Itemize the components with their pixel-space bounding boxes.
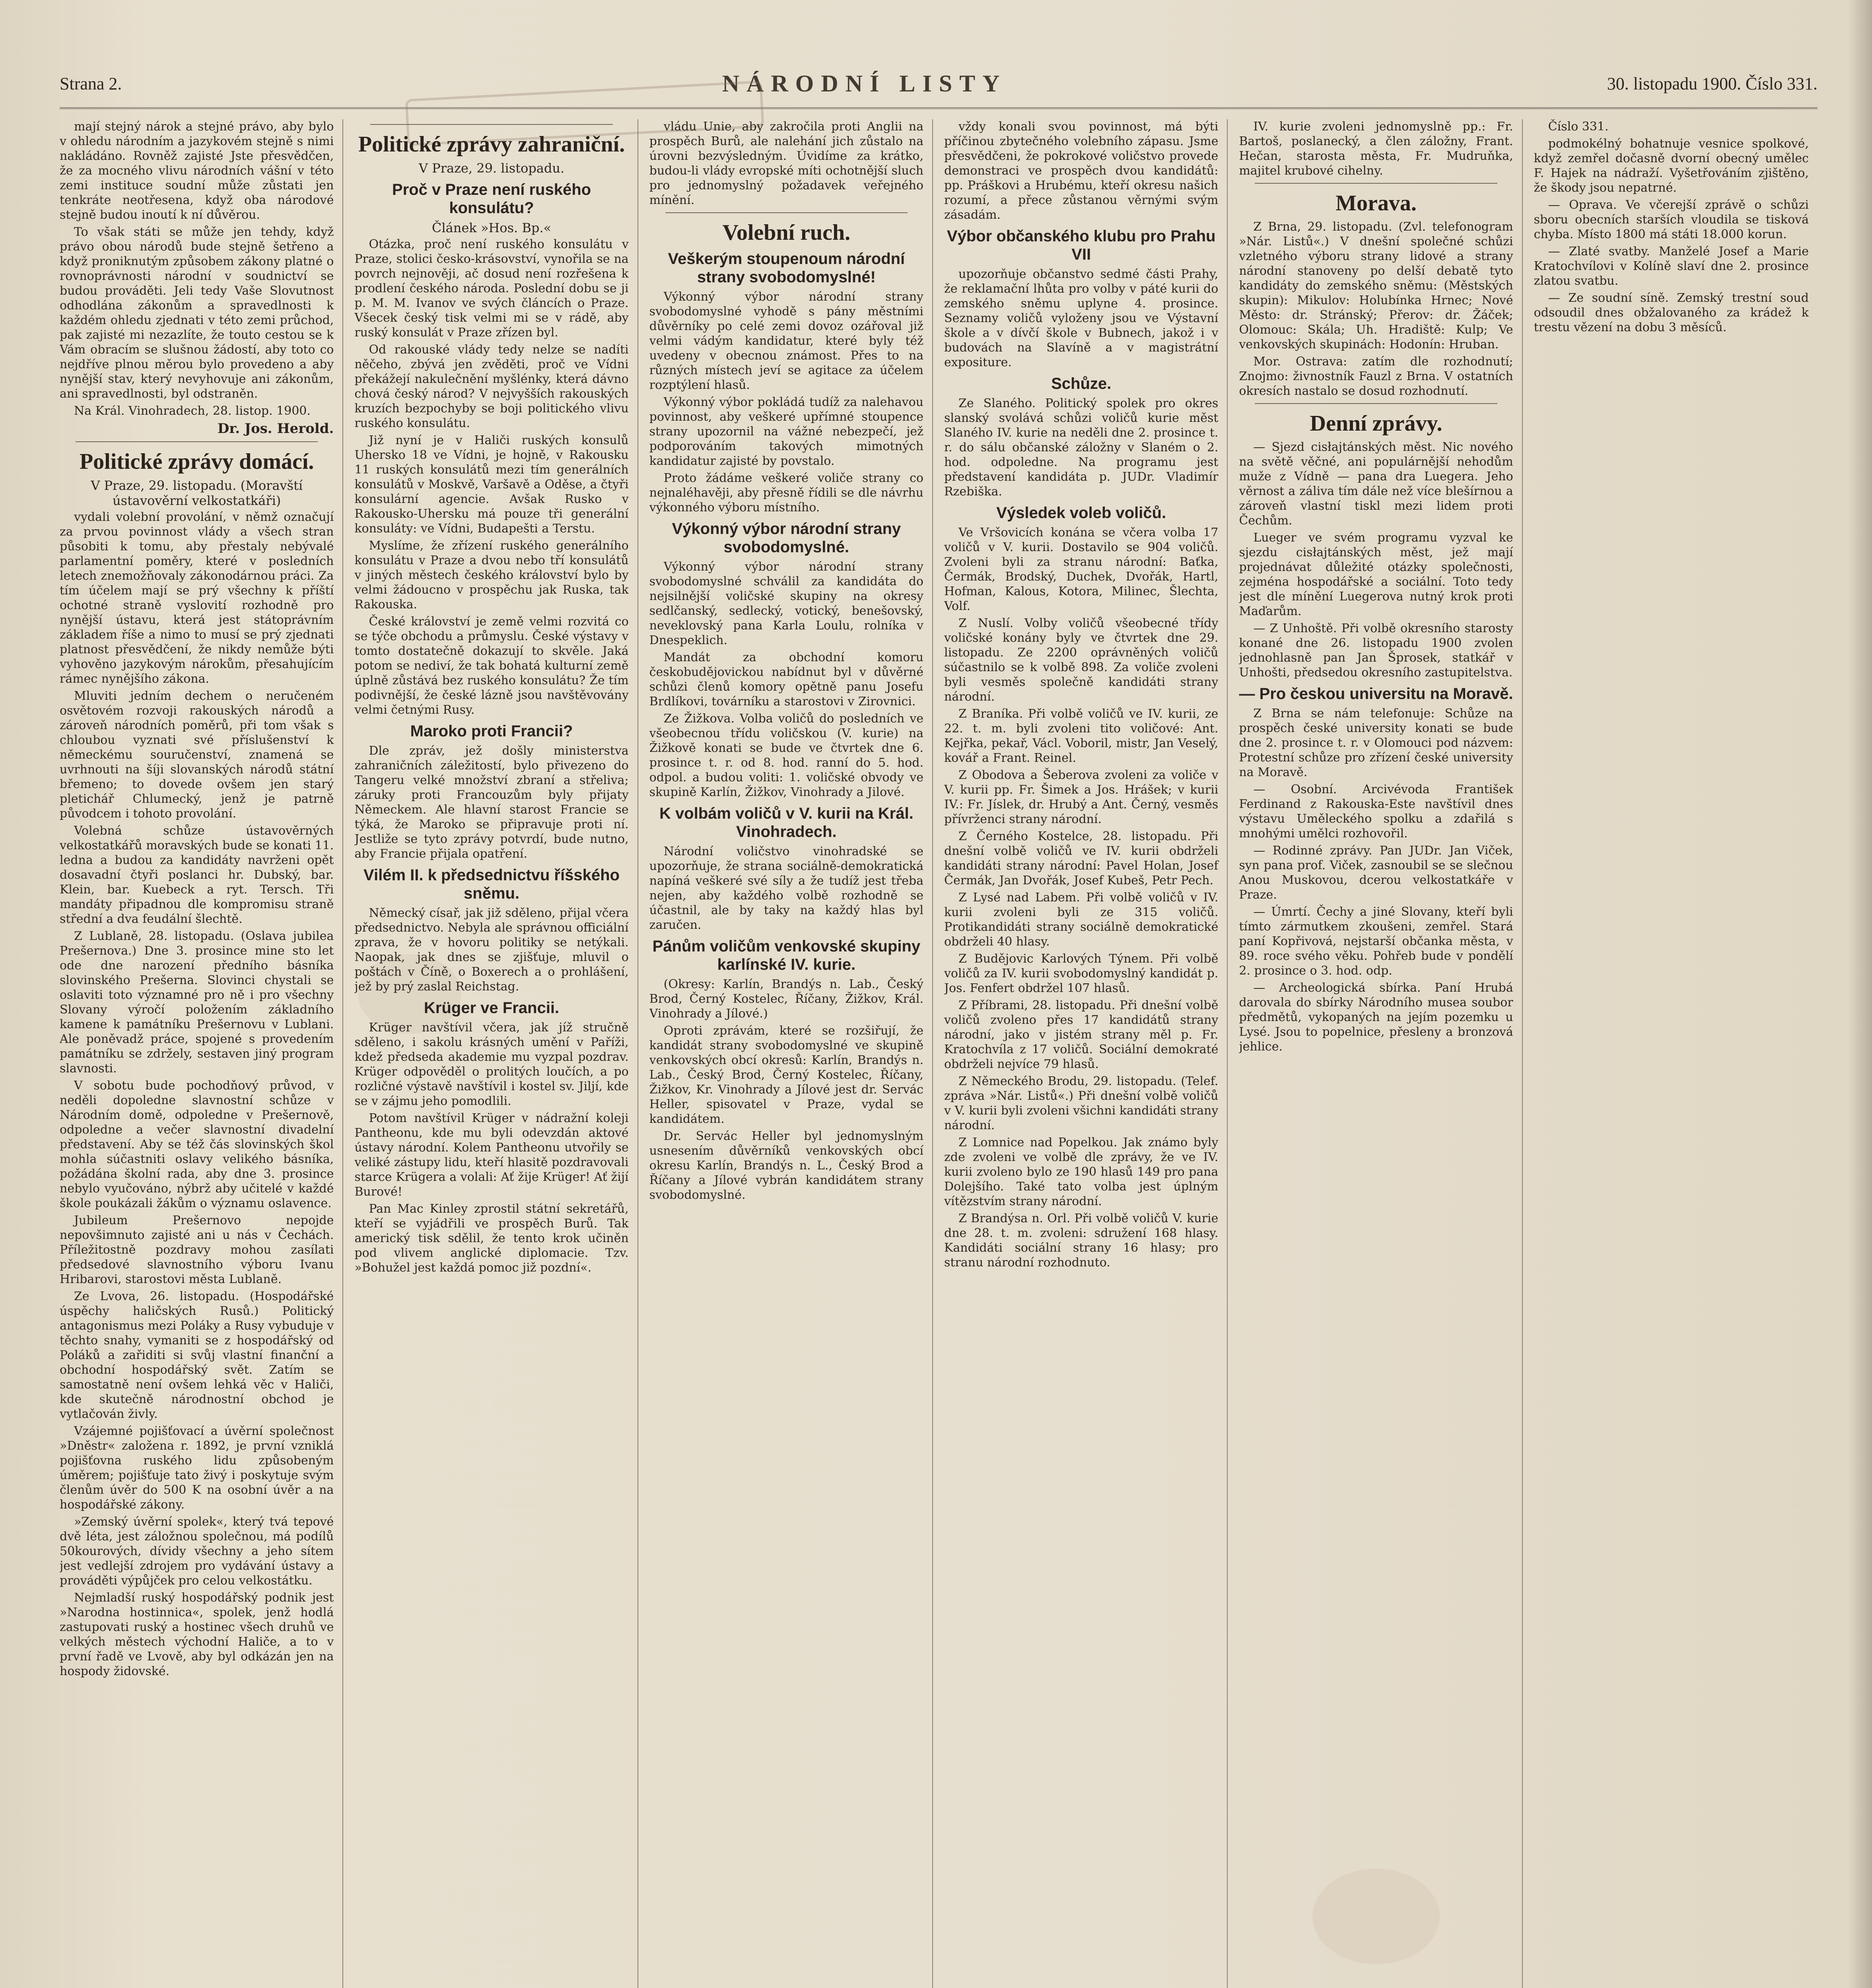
article-paragraph: Mandát za obchodní komoru českobudějovickou nabídnut byl v důvěrné schůzi členů komory opětně panu Josefu Brdlíkovi, továrníku a starostovi v Zirovnici. (649, 650, 923, 709)
article-headline: Maroko proti Francii? (410, 722, 573, 740)
section-divider (665, 212, 908, 213)
article-headline: Schůze. (1051, 375, 1112, 392)
article-paragraph: Krüger navštívil včera, jak jíž stručně sděleno, i sakolu krásných umění v Paříži, kdež předseda akademie mu vyzpal pozdrav. Krüger odpověděl o prolitých loučích, a po rozličné výstavě navštívil i kostel sv. Jiljí, kde se v zájmu jeho pomodlili. (354, 1021, 629, 1108)
article-paragraph: — Úmrtí. Čechy a jiné Slovany, kteří byli tímto zármutkem zkoušeni, zemřel. Stará paní Kopřivová, nejstarší občanka města, v 89. roce svého věku. Pohřeb bude v pondělí 2. prosince o 3. hod. odp. (1239, 905, 1513, 978)
section-headline: Volební ruch. (722, 220, 851, 245)
article-paragraph: Mor. Ostrava: zatím dle rozhodnutí; Znojmo: živnostník Fauzl z Brna. V ostatních okresích nastalo se dosud rozhodnutí. (1239, 355, 1513, 398)
article-paragraph: Z Černého Kostelce, 28. listopadu. Při dnešní volbě voličů ve IV. kurii obdrželi kandidáti strany národní: Pavel Holan, Josef Čermák, Jan Dvořák, Josef Kubeš, Petr Pech. (944, 829, 1219, 887)
article-headline: Krüger ve Francii. (424, 999, 560, 1017)
article-paragraph: Z Obodova a Šeberova zvoleni za voliče v V. kurii pp. Fr. Šimek a Jos. Hrášek; v kurii IV.: Fr. Jíslek, dr. Hrubý a Ant. Černý, vesměs přívrženci strany národní. (944, 768, 1219, 826)
article-paragraph: mají stejný nárok a stejné právo, aby bylo v ohledu národním a jazykovém stejně s nimi nakládáno. Rovněž zajisté Jste přesvědčen, že za mocného vlivu národních vášní v této zemi instituce soudní může zůstati jen tenkráte neotřesena, když oba národové stejně budou inoutí k ní důvěrou. (60, 120, 334, 222)
article-paragraph: Z Německého Brodu, 29. listopadu. (Telef. zpráva »Nár. Listů«.) Při dnešní volbě voličů v V. kurii byli zvoleni všichni kandidáti strany národní. (944, 1074, 1219, 1132)
article-headline: Vilém II. k předsednictvu říšského sněmu. (364, 866, 620, 902)
article-columns (60, 119, 1818, 1988)
article-paragraph: Z Brna se nám telefonuje: Schůze na prospěch české university konati se bude dne 2. prosince t. r. v Olomouci pod názvem: Protestní schůze pro zřízení české university na Moravě. (1239, 707, 1513, 779)
article-headline: Proč v Praze není ruského konsulátu? (392, 181, 591, 217)
issue-date: 30. listopadu 1900. Číslo 331. (1607, 74, 1818, 93)
article-paragraph: Z Příbrami, 28. listopadu. Při dnešní volbě voličů zvoleno přes 17 kandidátů strany národní, jako v jistém strany měl p. Fr. Kratochvíla z 17 voličů. Sociální demokraté obdrželi nejvíce 79 hlasů. (944, 998, 1219, 1071)
section-headline: Politické zprávy zahraniční. (358, 132, 625, 157)
article-paragraph: Výkonný výbor pokládá tudíž za nalehavou povinnost, aby veškeré upřímné stoupence strany upozornil na vážné nebezpečí, jež podporováním takových mimotných kandidatur zajisté by povstalo. (649, 395, 923, 468)
article-paragraph: Od rakouské vlády tedy nelze se nadíti něčeho, zbývá jen zvěděti, proč ve Vídni překážejí nakulečnění myšlénky, která dávno chová český národ? V nejvyšších rakouských kruzích bezpochyby se boji politického vlivu ruského konsulátu. (354, 343, 629, 430)
article-paragraph: Nejmladší ruský hospodářský podnik jest »Narodna hostinnica«, spolek, jenž hodlá zastupovati ruský a hostinec všech druhů ve velkých městech východní Haliče, a to v první řadě ve Lvově, aby byl odkázán jen na hospody židovské. (60, 1591, 334, 1678)
section-divider (370, 124, 612, 125)
article-paragraph: Výkonný výbor národní strany svobodomyslné vyhodě s pány městními důvěrníky po celé zemi dovoz ozářoval již velmi vádým kandidatur, které byly též uvedeny v obecnou známost. Přes to na různých místech jeví se agitace za účelem rozptýlení hlasů. (649, 290, 923, 392)
column-1 (60, 119, 343, 1988)
article-paragraph: vládu Unie, aby zakročila proti Anglii na prospěch Burů, ale nalehání jich zůstalo na úrovni bezvýsledným. Úvidíme za krátko, budou-li vlády evropské míti ochotnější sluch pro jednomyslný požadavek veřejného mínění. (649, 120, 923, 207)
article-headline: Výkonný výbor národní strany svobodomyslné. (672, 520, 901, 556)
section-divider (76, 441, 318, 442)
author-byline: Dr. Jos. Herold. (217, 421, 334, 437)
masthead (60, 60, 1818, 109)
article-paragraph: Myslíme, že zřízení ruského generálního konsulátu v Praze a dvou nebo tří konsulátů v jiných městech českého království bylo by velmi žádoucno v prospěchu jak Ruska, tak Rakouska. (354, 539, 629, 612)
article-paragraph: Z Brandýsa n. Orl. Při volbě voličů V. kurie dne 28. t. m. zvoleni: sdružení 168 hlasy. Kandidáti sociální strany 16 hlasy; pro stranu národní rozhodnuto. (944, 1211, 1219, 1270)
article-paragraph: Z Budějovic Karlových Týnem. Při volbě voličů za IV. kurii svobodomyslný kandidát p. Jos. Fenfert obdržel 107 hlasů. (944, 952, 1219, 995)
section-divider (1255, 403, 1497, 404)
article-paragraph: Pan Mac Kinley zprostil státní sekretářů, kteří se vyjádřili ve prospěch Burů. Tak americký tisk sdělil, že tento krok učiněn pod vlivem anglické diplomacie. Tzv. »Bohužel jest každá pomoc již pozdní«. (354, 1202, 629, 1275)
article-paragraph: V sobotu bude pochodňový průvod, v neděli dopoledne slavnostní schůze v Národním domě, odpoledne v Prešernově, odpoledne a večer slavnostní divadelní představení. Aby se též čás slovinských škol mohla súčastniti oslavy velikého básníka, požádána školní rada, aby dne 3. prosince nebylo vyučováno, nýbrž aby učitelé v každé škole poukázali žákům o významu oslavence. (60, 1079, 334, 1210)
article-paragraph: — Ze soudní síně. Zemský trestní soud odsoudil dnes obžalovaného za krádež k trestu vězení na dobu 3 měsíců. (1534, 291, 1809, 334)
section-divider (1255, 183, 1497, 184)
article-paragraph: Národní voličstvo vinohradské se upozorňuje, že strana sociálně-demokratická napíná veškeré své síly a že tudíž jest třeba nejen, aby každého volbě rozhodně se účastnil, ale by taky na každý hlas byl zaručen. (649, 845, 923, 932)
article-paragraph: Z Braníka. Při volbě voličů ve IV. kurii, ze 22. t. m. byli zvoleni tito voličové: Ant. Kejřka, pekař, Václ. Voboril, mistr, Jan Veselý, kovář a Frant. Reinel. (944, 707, 1219, 765)
article-paragraph: Dr. Servác Heller byl jednomyslným usnesením důvěrníků venkovských obcí okresu Karlín, Brandýs n. L., Český Brod a Říčany a Jílové vybrán kandidátem strany svobodomyslné. (649, 1129, 923, 1202)
article-paragraph: Mluviti jedním dechem o neručeném osvětovém rozvoji rakouských národů a zároveň národních poměrů, při tom však s chloubou vyznati své příslušenství k německému souručenství, znamená se uvrhnouti na šíji slovanských národů státní břemeno; to dovede ovšem jen starý pletichář Chlumecký, jenž je patrně původcem i tohoto provolání. (60, 689, 334, 821)
article-paragraph: To však státi se může jen tehdy, když právo obou národů bude stejně šetřeno a když proniknutým způsobem zákony platné o rovnoprávnosti národní v soudnictví se budou prováděti. Jeli tedy Vaše Slovutnost odhodlána zákonům a spravedlnosti k každém ohledu zjednati v této zemi průchod, pak zajisté mi nezazlíte, že touto cestou se k Vám obracím se slušnou žádostí, aby toto co nejdříve plnou měrou bylo provedeno a aby nynější stav, který nevyhovuje ani zákonům, ani spravedlnosti, byl odstraněn. (60, 225, 334, 401)
article-paragraph: Otázka, proč není ruského konsulátu v Praze, stolici česko-krásovství, vynořila se na povrch nejnověji, ač dosud není rozřešena k prodlení českého národa. Poslední dobu se ji p. M. M. Ivanov ve svých článcích o Praze. Všecek český tisk velmi mi se v rádě, aby ruský konsulát v Praze zřízen byl. (354, 237, 629, 340)
article-paragraph: Již nyní je v Haliči ruských konsulů Uhersko 18 ve Vídni, je hojně, v Rakousku 11 ruských konsulátů mezi tím generálních konsulátů v Moskvě, Varšavě a Oděse, a čtyři konsulární agencie. Avšak Rusko v Rakousko-Uhersku má pouze tři generální konsuláty: ve Vídni, Budapešti a Terstu. (354, 433, 629, 536)
article-paragraph: — Oprava. Ve včerejší zprávě o schůzi sboru obecních starších vloudila se tisková chyba. Místo 1800 má státi 18.000 korun. (1534, 198, 1809, 241)
article-paragraph: vydali volební provolání, v němž označují za prvou povinnost vlády a všech stran působiti k tomu, aby přestaly nebývalé parlamentní poměry, které v posledních letech znemožňovaly zákonodárnou práci. Za tím účelem mají se prý všechny k příští ochotné straně vyslovití rozhodně pro nynější ústavu, která jest státoprávním základem říše a nimo to musí se prý zjednati platnost přesvědčení, že nikdy nemůže býti vyhověno jazykovým nárokům, přesahujícím rámec nynějšího zákona. (60, 510, 334, 686)
article-paragraph: Ze Lvova, 26. listopadu. (Hospodářské úspěchy haličských Rusů.) Politický antagonismus mezi Poláky a Rusy vybuduje v těchto snahy, vymaniti se z hospodářský od Poláků a zařiditi si svůj vlastní finanční a obchodní hospodářský svět. Zatím se samostatně není ovšem lehká věc v Haliči, kde skutečně národnostní obchod je vytlačován živly. (60, 1289, 334, 1421)
article-paragraph: Z Lysé nad Labem. Při volbě voličů v IV. kurii zvoleni byli ze 315 voličů. Protikandidáti strany sociálně demokratické obdrželi 40 hlasy. (944, 891, 1219, 949)
article-paragraph: Oproti zprávám, které se rozšiřují, že kandidát strany svobodomyslné ve skupině venkovských obcí okresů: Karlín, Brandýs n. Lab., Český Brod, Černý Kostelec, Říčany, Žižkov, Kr. Vinohrady a Jílové jest dr. Servác Heller, spisovatel v Praze, vydal se kandidátem. (649, 1024, 923, 1126)
paper-title: NÁRODNÍ LISTY (722, 70, 1007, 97)
article-paragraph: podmokélný bohatnuje vesnice spolkové, když zemřel dočasně dvorní obecný umělec F. Hajek na nádraží. Vyšetřováním zjištěno, že škody jsou nepatrné. (1534, 137, 1809, 195)
article-paragraph: Z Nuslí. Volby voličů všeobecné třídy voličské konány byly ve čtvrtek dne 29. listopadu. Ze 2200 oprávněných voličů súčastnilo se k volbě 898. Za voliče zvoleni byli vesměs společně kandidáti strany národní. (944, 616, 1219, 704)
article-paragraph: — Z Unhoště. Při volbě okresního starosty konané dne 26. listopadu 1900 zvolen jednohlasně pan Jan Šprosek, statkář v Unhošti, předsedou okresního zastupitelstva. (1239, 621, 1513, 679)
dateline: V Praze, 29. listopadu. (Moravští ústavověrní velkostatkáři) (91, 478, 303, 508)
section-headline: Denní zprávy. (1310, 411, 1442, 436)
page-number: Strana 2. (60, 74, 122, 93)
dateline: Článek »Hos. Bp.« (432, 220, 552, 235)
article-paragraph: Výkonný výbor národní strany svobodomyslné schválil za kandidáta do nejsilnější voličské skupiny na okresy sedlčanský, sedlecký, votický, benešovský, neveklovský pana Karla Loulu, rolníka v Dnespeklich. (649, 560, 923, 647)
article-paragraph: vždy konali svou povinnost, má býti příčinou zbytečného volebního zápasu. Jsme přesvědčeni, že pokrokové voličstvo provede demonstraci ve prospěch dvou kandidátů: pp. Práškovi a Hrubému, kteří okresu našich rozumí, a přece zůstanou věrnými svým zásadám. (944, 120, 1219, 222)
article-paragraph: »Zemský úvěrní spolek«, který tvá tepové dvě léta, jest záložnou společnou, má podílů 50kourových, dívidy všechny a jeho sítem jest vedlejší zdrojem pro vydávání ústavy a prováděti výpůjček pro celou velkostátku. (60, 1515, 334, 1588)
binding-shadow (1848, 0, 1872, 1988)
article-paragraph: Z Brna, 29. listopadu. (Zvl. telefonogram »Nár. Listů«.) V dnešní společné schůzi vzletného výboru strany lidové a strany národní stanoveny po delší debatě tyto kandidáty do zemského sněmu: (Městských skupin): Mikulov: Holubínka Hrnec; Nové Město: dr. Stránský; Přerov: dr. Žáček; Olomouc: Skála; Uh. Hradiště: Kulp; Ve venkovských skupinách: Hodonín: Hruban. (1239, 220, 1513, 351)
article-paragraph: Ve Vršovicích konána se včera volba 17 voličů v V. kurii. Dostavilo se 904 voličů. Zvoleni byli za stranu národní: Baťka, Čermák, Brodský, Duchek, Dvořák, Hartl, Hofman, Kalous, Kotora, Milinec, Šlechta, Volf. (944, 526, 1219, 613)
article-paragraph: Číslo 331. (1548, 120, 1609, 134)
article-paragraph: Německý císař, jak již sděleno, přijal včera předsednictvo. Nebyla ale správnou officiální zprava, že v hovoru politiky se netýkali. Naopak, jak dnes se zjišťuje, mluvil o poštách v Číně, o Boxerech a o prohlášení, jež by prý zaslal Reichstag. (354, 906, 629, 994)
article-paragraph: — Rodinné zprávy. Pan JUDr. Jan Viček, syn pana prof. Viček, zasnoubil se se slečnou Anou Muskovou, dcerou velkostatkáře v Praze. (1239, 844, 1513, 902)
article-paragraph: Proto žádáme veškeré voliče strany co nejnaléhavěji, aby přesně řídili se dle návrhu výkonného výboru místního. (649, 471, 923, 514)
article-paragraph: Vzájemné pojišťovací a úvěrní společnost »Dněstr« založena r. 1892, je první vzniklá pojišťovna ruského lidu způsobeným úměrem; pojišťuje tato živý i poskytuje svým členům úvěr do 500 K na osobní úvěr a na hospodářské zákony. (60, 1424, 334, 1512)
article-headline: Veškerým stoupenoum národní strany svobodomyslné! (668, 250, 905, 286)
article-headline: Výbor občanského klubu pro Prahu VII (947, 227, 1216, 263)
article-paragraph: Ze Slaného. Politický spolek pro okres slanský svolává schůzi voličů kurie měst Slaného IV. kurie na neděli dne 2. prosince t. r. do sálu občanské záložny v Slaném o 2. hod. odpoledne. Na programu jest představení kandidáta p. JUDr. Vladimír Rzebiška. (944, 396, 1219, 499)
article-paragraph: Z Lomnice nad Popelkou. Jak známo byly zde zvoleni ve volbě dle zprávy, že ve IV. kurii zvoleno bylo ze 190 hlasů 149 pro pana Dolejšího. Také tato volba jest úplným vítězstvím strany národní. (944, 1136, 1219, 1208)
article-paragraph: — Archeologická sbírka. Paní Hrubá darovala do sbírky Národního musea soubor předmětů, vykopaných na jejím pozemku u Lysé. Jsou to popelnice, přesleny a bronzová jehlice. (1239, 981, 1513, 1054)
article-paragraph: Jubileum Prešernovo nepojde nepovšimnuto zajisté ani u nás v Čechách. Příležitostně pozdravy mohou zasílati předsedové slavnostního výboru Ivanu Hribarovi, starostovi města Lublaně. (60, 1213, 334, 1286)
section-headline: Morava. (1335, 191, 1417, 215)
section-headline: Politické zprávy domácí. (79, 449, 314, 474)
article-paragraph: Volebná schůze ústavověrných velkostatkářů moravských bude se konati 11. ledna a budou za kandidáty navrženi opět dosavadní čtyři poslanci hr. Dubský, bar. Klein, bar. Kuebeck a ryt. Tersch. Tři mandáty připadnou dle kompromisu straně střední a dva feudální šlechtě. (60, 824, 334, 926)
article-paragraph: Potom navštívil Krüger v nádražní koleji Pantheonu, kde mu byli odevzdán aktové ústavy národní. Kolem Pantheonu utvořily se veliké zástupy lidu, kteří hlasitě pozdravovali starce Krügera a volali: Ať žije Krüger! Ať žijí Burové! (354, 1111, 629, 1199)
article-paragraph: upozorňuje občanstvo sedmé části Prahy, že reklamační lhůta pro volby v páté kurii do zemského sněmu uplyne 4. prosince. Seznamy voličů vyloženy jsou ve Výstavní škole a v dívčí škole v Bubnech, jakož i v budovách na Slavíně a v magistrátní expositure. (944, 267, 1219, 369)
article-paragraph: České království je země velmi rozvitá co se týče obchodu a průmyslu. České výstavy v tomto dostatečně dokazují to skvěle. Jaká potom se nediví, že tak bohatá kulturní země úplně zůstává bez ruského konsulátu? Že tím podivnější, že české lázně jsou navštěvovány velmi četnými Rusy. (354, 615, 629, 717)
column-5 (1239, 119, 1522, 1988)
article-headline: K volbám voličů v V. kurii na Král. Vinohradech. (659, 805, 914, 841)
article-paragraph: Na Král. Vinohradech, 28. listop. 1900. (74, 404, 311, 418)
article-paragraph: Z Lublaně, 28. listopadu. (Oslava jubilea Prešernova.) Dne 3. prosince mine sto let ode dne narození předního básníka slovinského Prešerna. Slovinci chystali se oslaviti toto významné pro ně i pro všechny Slovany výročí položením základního kamene k památníku Prešernovu v Lublani. Ale poněvadž práce, spojené s provedením památníku se zdržely, sestaven jiný program slavnosti. (60, 929, 334, 1076)
article-paragraph: — Osobní. Arcivévoda František Ferdinand z Rakouska-Este navštívil dnes výstavu Uměleckého spolku a zdařilá s mnohými umělci rozhovořil. (1239, 782, 1513, 841)
column-2 (354, 119, 638, 1988)
article-headline: Pánům voličům venkovské skupiny karlínské IV. kurie. (652, 938, 921, 973)
article-paragraph: IV. kurie zvoleni jednomyslně pp.: Fr. Bartoš, poslanecký, a člen záložny, Frant. Hečan, starosta města, Fr. Mudruňka, majitel krubové cihelny. (1239, 120, 1513, 178)
article-headline: — Pro českou universitu na Moravě. (1239, 685, 1513, 703)
article-paragraph: Ze Žižkova. Volba voličů do posledních ve všeobecnou třídu voličskou (V. kurie) na Žižkově konati se bude ve čtvrtek dne 6. prosince t. r. od 8. hod. ranní do 5. hod. odpol. a budou voliti: 1. voličské obvody ve skupině Karlín, Žižkov, Vinohrady a Jilové. (649, 712, 923, 799)
article-paragraph: Lueger ve svém programu vyzval ke sjezdu cisłajtánských měst, jež mají projednávat důležité otázky společnosti, zejména hospodářské a sociální. Toto tedy jest dle mínění Luegerova nutný krok proti Maďarům. (1239, 531, 1513, 618)
column-4 (944, 119, 1228, 1988)
article-headline: Výsledek voleb voličů. (996, 504, 1166, 522)
article-paragraph: — Zlaté svatby. Manželé Josef a Marie Kratochvílovi v Kolíně slaví dne 2. prosince zlatou svatbu. (1534, 245, 1809, 288)
article-paragraph: — Sjezd cisłajtánských měst. Nic nového na světě věčné, ani populárnější nehodům muže z Vídně — pana dra Luegera. Jeho věrnost a záliva tím dále než více blešírnou a zároveň vlastní tiskl mezi lidem proti Čechům. (1239, 440, 1513, 528)
column-6 (1534, 119, 1818, 1988)
article-paragraph: (Okresy: Karlín, Brandýs n. Lab., Český Brod, Černý Kostelec, Říčany, Žižkov, Král. Vinohrady a Jílové.) (649, 977, 923, 1021)
article-paragraph: Dle zpráv, jež došly ministerstva zahraničních záležitostí, bylo přivezeno do Tangeru velké množství zbraní a střeliva; záruky proti Francouzům byly přijaty Německem. Ale hlavní starost Francie se týká, že Maroko se připravuje proti ní. Jestliže se tyto zprávy potvrdí, bude nutno, aby Francie přijala opatření. (354, 744, 629, 861)
dateline: V Praze, 29. listopadu. (418, 161, 565, 176)
column-3 (649, 119, 933, 1988)
